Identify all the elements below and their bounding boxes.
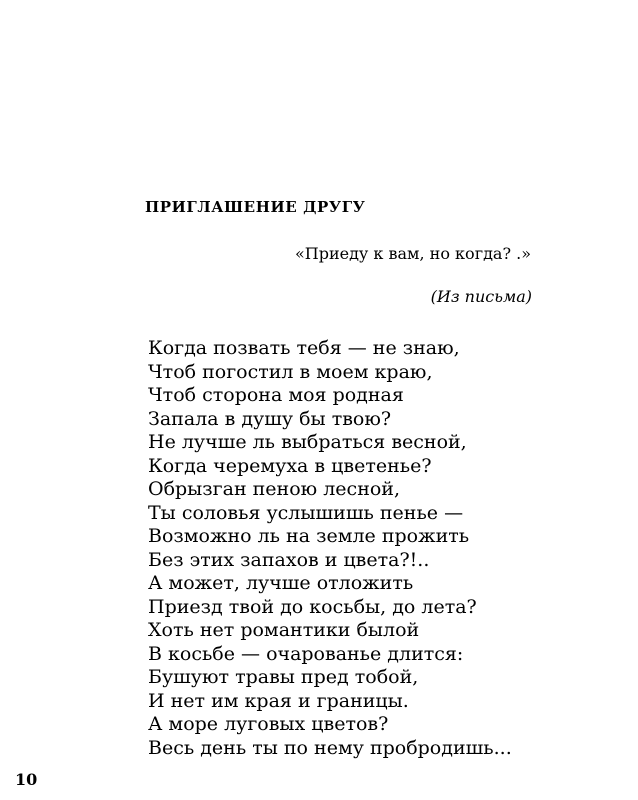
poem-line: Чтоб погостил в моем краю,	[148, 360, 433, 383]
poem-line: Когда позвать тебя — не знаю,	[148, 337, 460, 359]
poem-line: И нет им края и границы.	[148, 689, 409, 712]
poem-line: Весь день ты по нему пробродишь...	[148, 736, 512, 759]
poem-title: ПРИГЛАШЕНИЕ ДРУГУ	[145, 198, 366, 216]
poem-line: Без этих запахов и цвета?!..	[148, 548, 430, 571]
poem-line: Запала в душу бы твою?	[148, 407, 392, 430]
poem-line: Приезд твой до косьбы, до лета?	[148, 595, 477, 618]
poem-line: Не лучше ль выбраться весной,	[148, 431, 467, 453]
poem-line: В косьбе — очарованье длится:	[148, 642, 464, 665]
page-number: 10	[15, 770, 38, 789]
epigraph-source: (Из письма)	[430, 287, 532, 306]
poem-line: Хоть нет романтики былой	[148, 619, 420, 641]
poem-line: Возможно ль на земле прожить	[148, 525, 470, 547]
poem-body	[148, 337, 512, 760]
poem-line: Чтоб сторона моя родная	[148, 384, 404, 406]
epigraph-quote: «Приеду к вам, но когда? .»	[294, 244, 531, 263]
poem-line: Ты соловья услышишь пенье —	[148, 501, 464, 524]
poem-line: А может, лучше отложить	[148, 572, 414, 594]
poem-line: Бушуют травы пред тобой,	[148, 666, 419, 688]
poem-line: Обрызган пеною лесной,	[148, 478, 401, 500]
poem-line: Когда черемуха в цветенье?	[148, 454, 432, 477]
poem-line: А море луговых цветов?	[148, 713, 389, 735]
